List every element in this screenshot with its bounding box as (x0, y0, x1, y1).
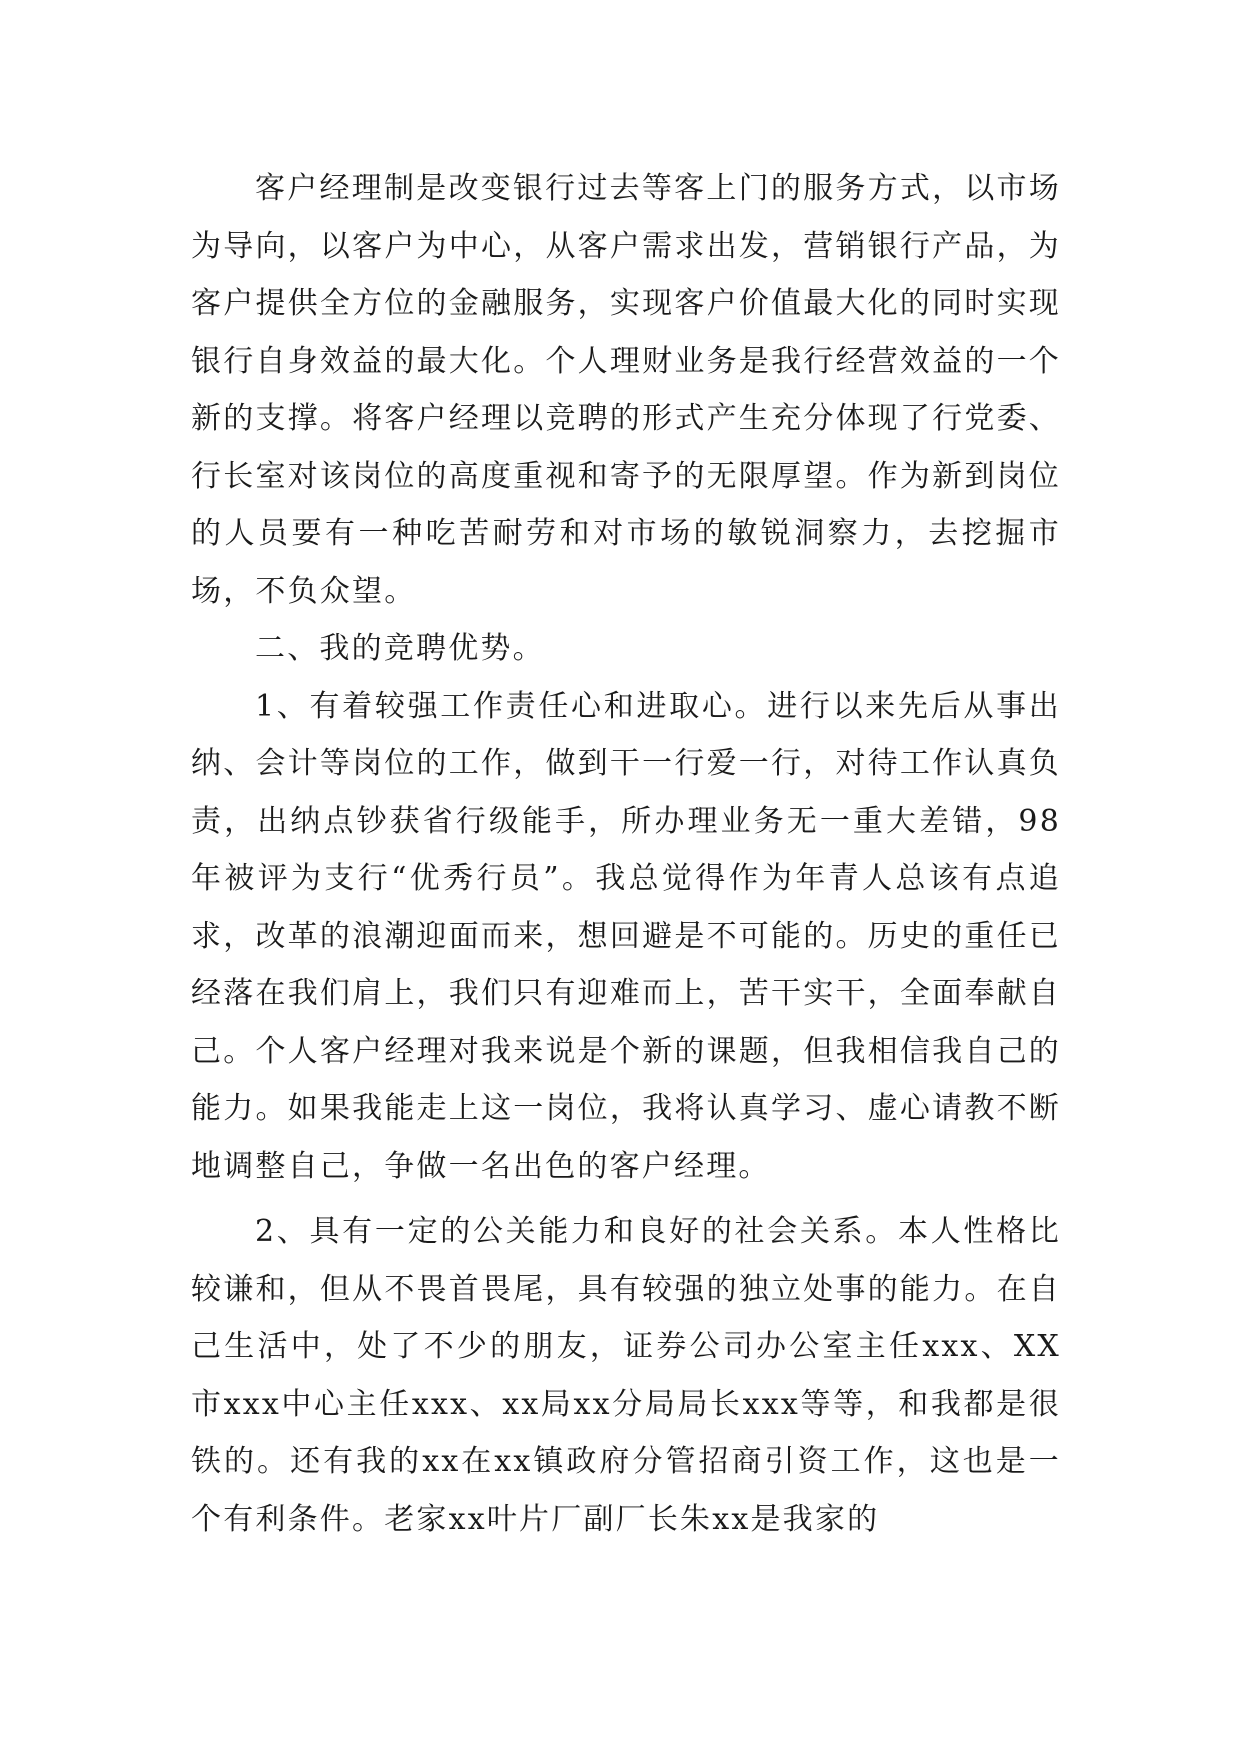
section-heading-advantages: 二、我的竞聘优势。 (255, 631, 545, 666)
paragraph-role-intro: 客户经理制是改变银行过去等客上门的服务方式，以市场为导向，以客户为中心，从客户需求出发，营销银行产品，为客户提供全方位的金融服务，实现客户价值最大化的同时实现银行自身效益的最大化。个人理财业务是我行经营效益的一个新的支撑。将客户经理以竞聘的形式产生充分体现了行党委、行长室对该岗位的高度重视和寄予的无限厚望。作为新到岗位的人员要有一种吃苦耐劳和对市场的敏锐洞察力，去挖掘市场，不负众望。 (191, 171, 1061, 609)
paragraph-advantage-2: 2、具有一定的公关能力和良好的社会关系。本人性格比较谦和，但从不畏首畏尾，具有较强的独立处事的能力。在自己生活中，处了不少的朋友，证券公司办公室主任xxx、XX市xxx中心主任xxx、xx局xx分局局长xxx等等，和我都是很铁的。还有我的xx在xx镇政府分管招商引资工作，这也是一个有利条件。老家xx叶片厂副厂长朱xx是我家的 (191, 1214, 1061, 1537)
document-body (191, 160, 1061, 1548)
paragraph-advantage-1: 1、有着较强工作责任心和进取心。进行以来先后从事出纳、会计等岗位的工作，做到干一行爱一行，对待工作认真负责，出纳点钞获省行级能手，所办理业务无一重大差错，98年被评为支行“优秀行员”。我总觉得作为年青人总该有点追求，改革的浪潮迎面而来，想回避是不可能的。历史的重任已经落在我们肩上，我们只有迎难而上，苦干实干，全面奉献自己。个人客户经理对我来说是个新的课题，但我相信我自己的能力。如果我能走上这一岗位，我将认真学习、虚心请教不断地调整自己，争做一名出色的客户经理。 (191, 688, 1061, 1184)
